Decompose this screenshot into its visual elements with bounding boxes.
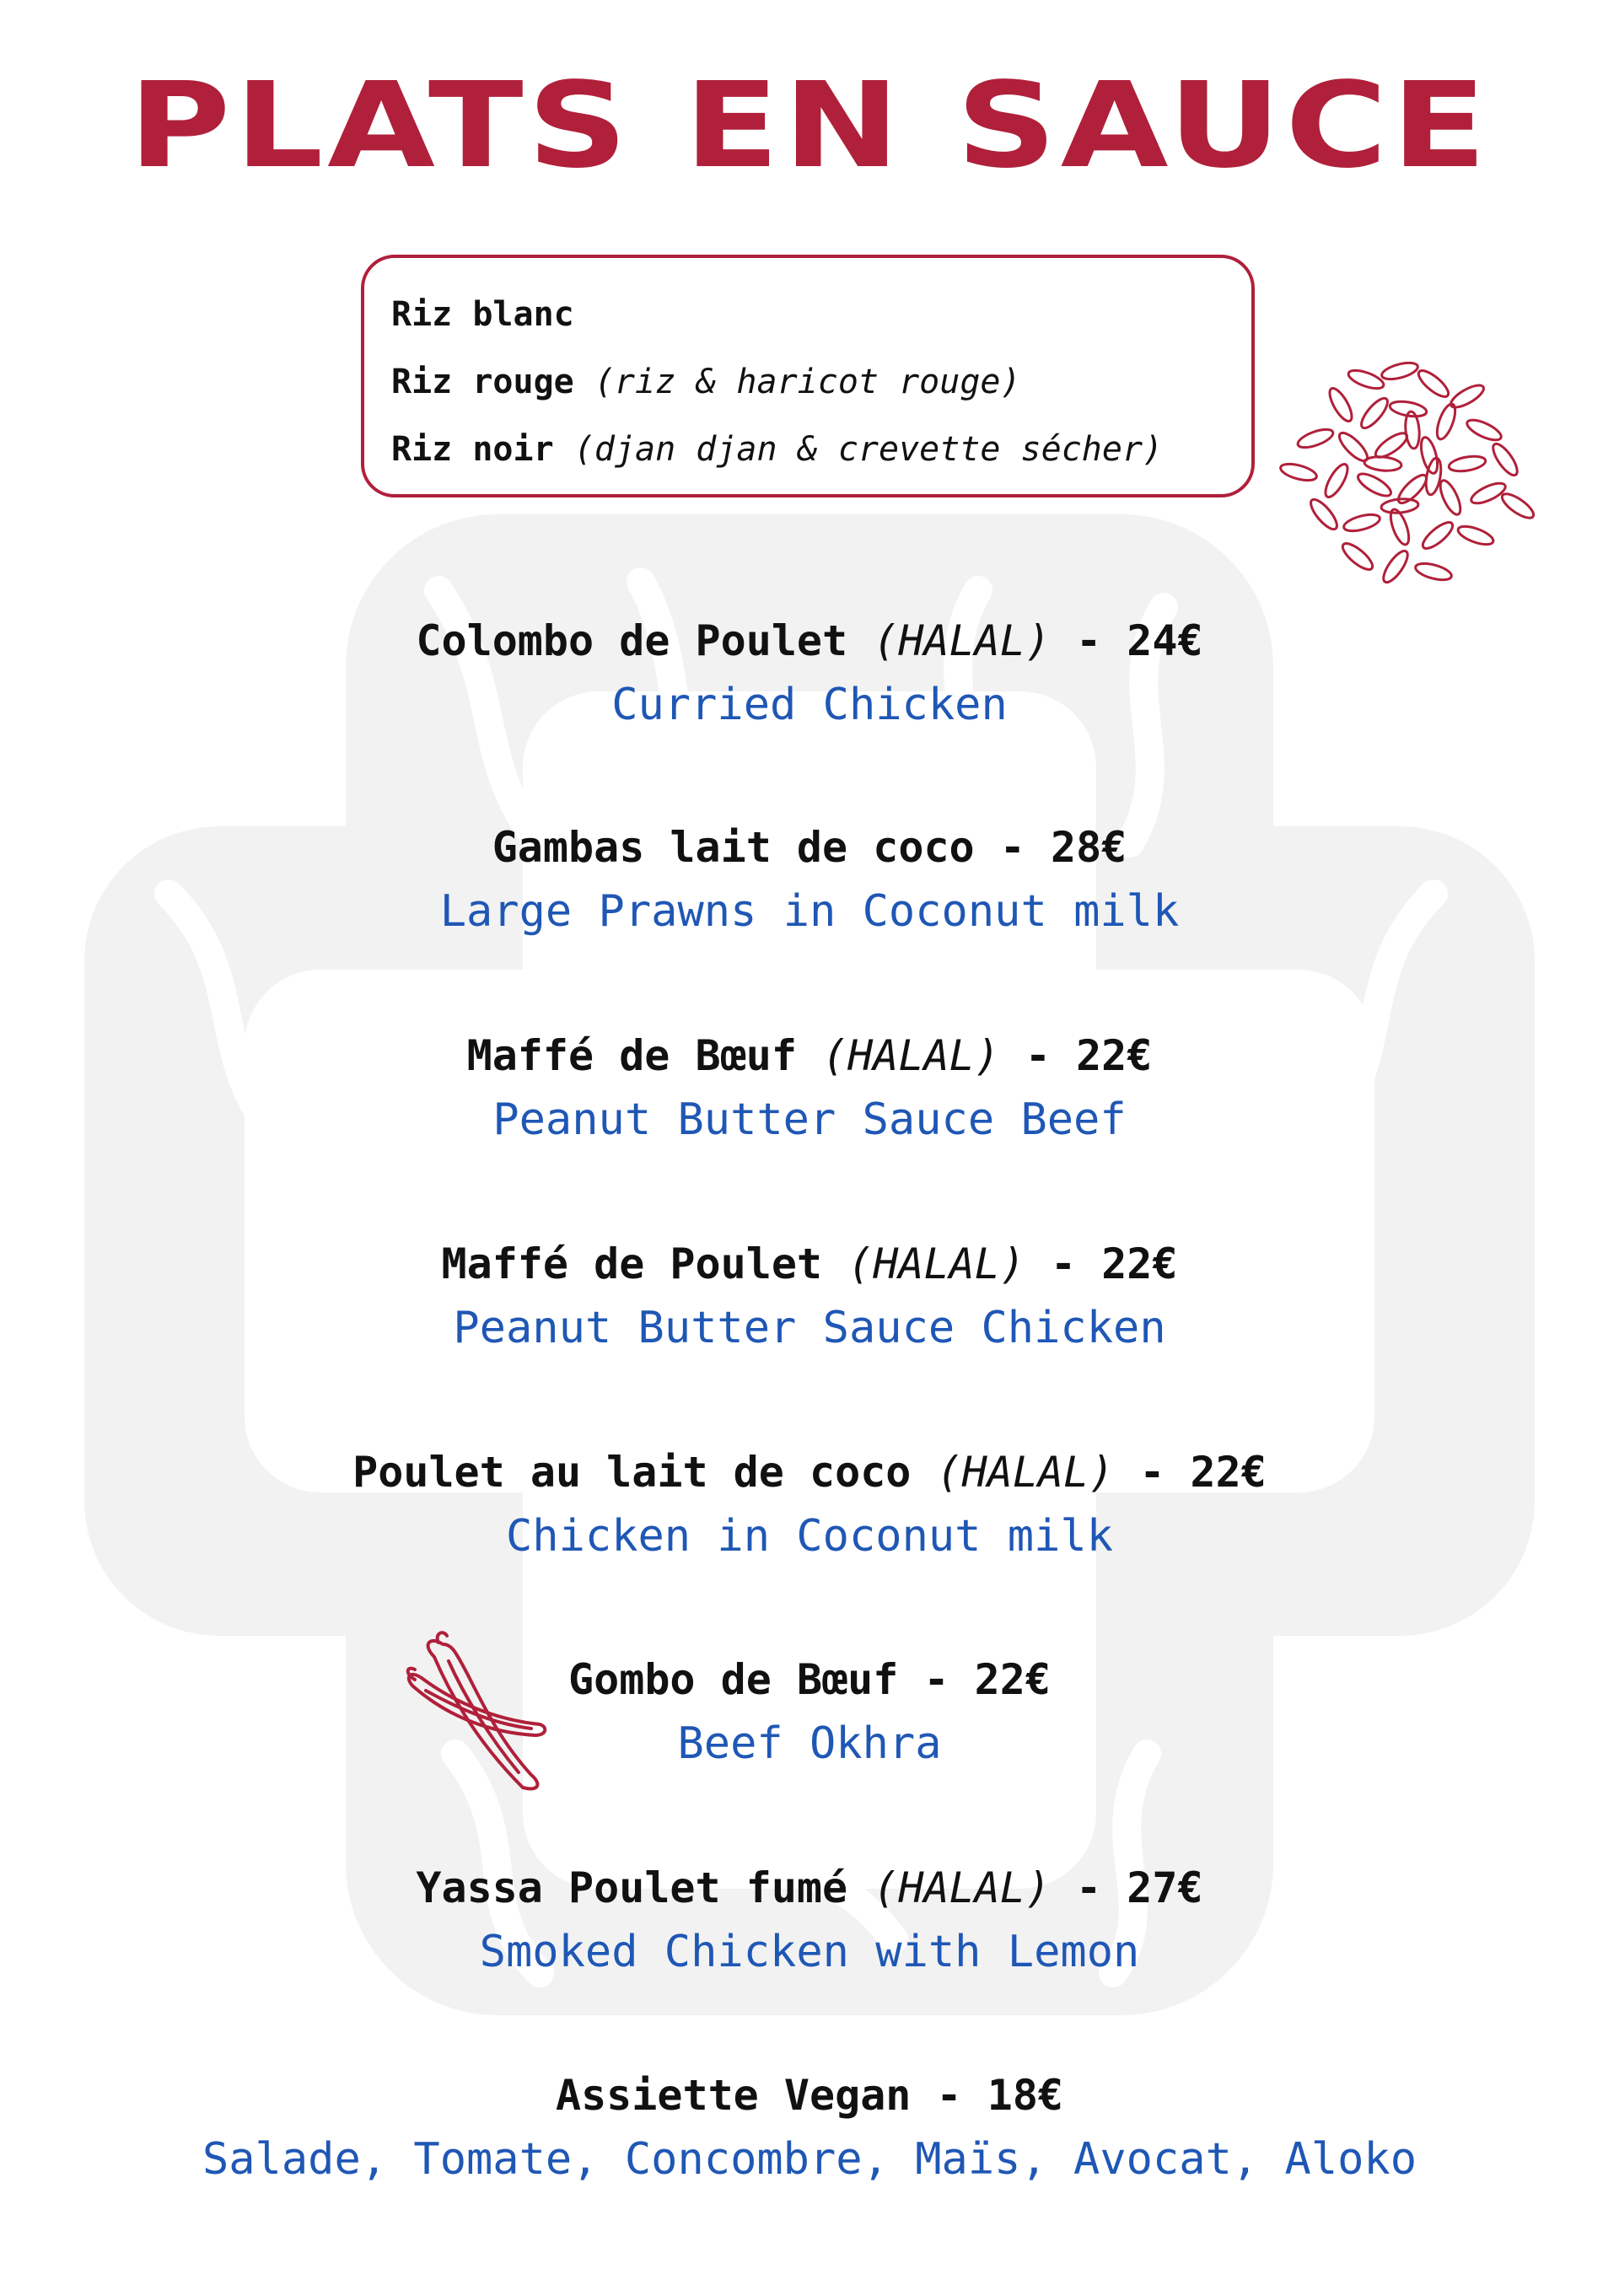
page-title: PLATS EN SAUCE bbox=[128, 57, 1491, 195]
dish-english: Curried Chicken bbox=[611, 680, 1008, 730]
halal-tag: (HALAL) bbox=[847, 1239, 1025, 1288]
dish-name bbox=[0, 1234, 1619, 1293]
dish-item bbox=[0, 1234, 1619, 1363]
dish-english: Beef Okhra bbox=[677, 1718, 942, 1769]
dish-name bbox=[0, 1026, 1619, 1085]
halal-tag: (HALAL) bbox=[936, 1448, 1115, 1497]
dish-price: - 18€ bbox=[936, 2071, 1064, 2120]
dish-title: Gambas lait de coco bbox=[492, 823, 975, 872]
dish-english: Peanut Butter Sauce Chicken bbox=[453, 1303, 1166, 1353]
dish-title: Colombo de Poulet bbox=[416, 616, 848, 665]
dish-price: - 22€ bbox=[1025, 1031, 1153, 1080]
halal-tag: (HALAL) bbox=[822, 1031, 1000, 1080]
dish-english: Salade, Tomate, Concombre, Maïs, Avocat, Aloko bbox=[202, 2134, 1417, 2185]
dish-item bbox=[0, 818, 1619, 946]
halal-tag: (HALAL) bbox=[873, 1863, 1051, 1912]
dish-price: - 24€ bbox=[1076, 616, 1203, 665]
rice-option bbox=[391, 292, 1251, 359]
rice-option bbox=[391, 427, 1251, 494]
dish-item bbox=[0, 1650, 1619, 1778]
dish-title: Maffé de Bœuf bbox=[466, 1031, 797, 1080]
rice-grains-icon bbox=[1265, 346, 1543, 599]
dish-name bbox=[0, 1443, 1619, 1502]
dish-title: Poulet au lait de coco bbox=[352, 1448, 912, 1497]
dish-title: Maffé de Poulet bbox=[441, 1239, 823, 1288]
dish-price: - 22€ bbox=[1139, 1448, 1267, 1497]
dish-name bbox=[0, 1858, 1619, 1917]
dish-price: - 28€ bbox=[999, 823, 1127, 872]
dish-title: Yassa Poulet fumé bbox=[416, 1863, 848, 1912]
rice-option-detail: (riz & haricot rouge) bbox=[594, 363, 1021, 401]
dish-name bbox=[0, 818, 1619, 877]
dish-item bbox=[0, 1443, 1619, 1571]
rice-options-box bbox=[361, 255, 1255, 497]
rice-option-detail: (djan djan & crevette sécher) bbox=[573, 430, 1164, 469]
dish-english: Chicken in Coconut milk bbox=[505, 1511, 1114, 1562]
dish-item bbox=[0, 611, 1619, 739]
halal-tag: (HALAL) bbox=[873, 616, 1051, 665]
dish-english: Peanut Butter Sauce Beef bbox=[492, 1094, 1127, 1145]
dish-english: Smoked Chicken with Lemon bbox=[479, 1927, 1140, 1977]
rice-option-name: Riz rouge bbox=[391, 363, 574, 401]
dish-name bbox=[0, 611, 1619, 670]
dish-title: Gombo de Bœuf bbox=[568, 1655, 899, 1704]
rice-option bbox=[391, 359, 1251, 427]
rice-option-name: Riz noir bbox=[391, 430, 554, 469]
dish-name bbox=[0, 1650, 1619, 1709]
dish-name bbox=[0, 2066, 1619, 2125]
dish-item bbox=[0, 1858, 1619, 1987]
rice-option-name: Riz blanc bbox=[391, 295, 574, 334]
dish-price: - 22€ bbox=[923, 1655, 1051, 1704]
dish-title: Assiette Vegan bbox=[555, 2071, 912, 2120]
dish-price: - 22€ bbox=[1050, 1239, 1178, 1288]
dish-item bbox=[0, 2066, 1619, 2194]
dish-item bbox=[0, 1026, 1619, 1154]
dish-english: Large Prawns in Coconut milk bbox=[439, 886, 1180, 937]
dish-price: - 27€ bbox=[1076, 1863, 1203, 1912]
